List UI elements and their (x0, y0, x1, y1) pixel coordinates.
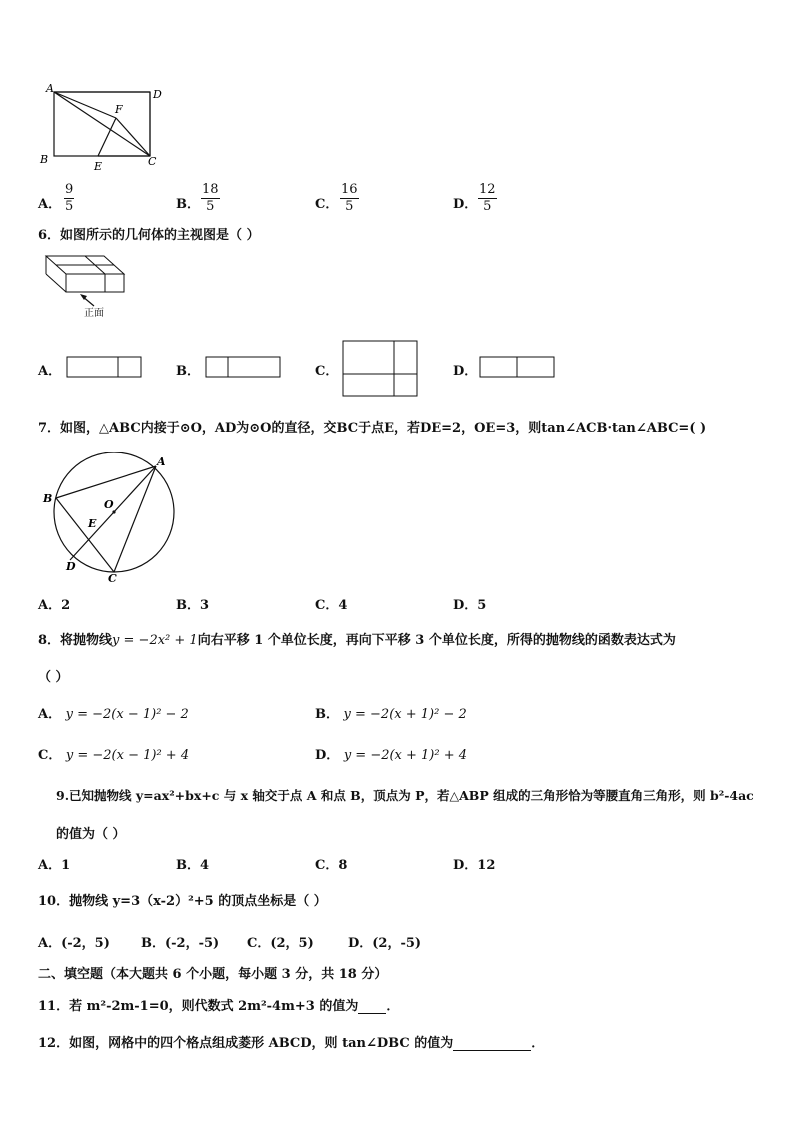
q5-segment-af (54, 92, 116, 118)
q7-label-o: O (104, 498, 114, 511)
q7-label-d: D (66, 560, 76, 573)
q7-option-a[interactable]: A．2 (38, 598, 71, 613)
q11-stem-text: 11．若 m²-2m-1=0，则代数式 2m²-4m+3 的值为 (38, 999, 359, 1014)
q6-option-a-label: A． (38, 364, 62, 379)
q11-stem-end: ． (386, 999, 400, 1014)
q10-option-d[interactable]: D．(2，-5) (348, 936, 422, 951)
q8-option-d-label: D． (315, 748, 340, 763)
q6-option-b-label: B． (176, 364, 200, 379)
q8-option-c-label: C． (38, 748, 62, 763)
q5-option-b-fraction (201, 183, 220, 214)
q8-option-d[interactable] (315, 744, 467, 763)
q5-option-c[interactable] (315, 193, 338, 212)
q7-option-d[interactable]: D．5 (453, 598, 487, 613)
q5-option-d-denominator: 5 (483, 199, 492, 214)
q8-option-c-formula: y = −2(x − 1)² + 4 (65, 748, 190, 763)
q6-option-b-view (205, 356, 283, 380)
q12-stem (38, 1032, 544, 1051)
q5-option-a-numerator: 9 (65, 182, 74, 197)
q9-stem-line2: 的值为（ ） (56, 827, 126, 842)
q5-option-b[interactable] (176, 193, 200, 212)
q5-label-f: F (115, 103, 123, 116)
q8-stem-suffix: 向右平移 1 个单位长度，再向下平移 3 个单位长度，所得的抛物线的函数表达式为 (197, 633, 676, 648)
q8-stem-formula: y = −2x² + 1 (112, 633, 198, 648)
q5-option-d-fraction (478, 183, 497, 214)
q6-option-d-view (479, 356, 557, 380)
q7-stem: 7．如图，△ABC内接于⊙O，AD为⊙O的直径，交BC于点E，若DE=2，OE=3，则tan∠ACB·tan∠ABC=( ) (38, 421, 707, 436)
section2-heading: 二、填空题（本大题共 6 个小题，每小题 3 分，共 18 分） (38, 967, 388, 982)
q5-label-b: B (40, 153, 49, 166)
q8-option-b-label: B． (315, 707, 339, 722)
q6-option-c-label: C． (315, 364, 339, 379)
q6-option-c-view (342, 340, 420, 398)
q9-option-a[interactable]: A．1 (38, 858, 71, 873)
q6-front-label: 正面 (84, 308, 104, 319)
q5-option-b-label: B． (176, 197, 200, 212)
q10-option-a[interactable]: A．(-2，5) (38, 936, 110, 951)
q12-answer-blank[interactable] (453, 1036, 531, 1051)
q8-stem-prefix: 8．将抛物线 (38, 633, 113, 648)
q8-option-a-formula: y = −2(x − 1)² − 2 (65, 707, 189, 722)
q9-option-c[interactable]: C．8 (315, 858, 348, 873)
q9-option-d[interactable]: D．12 (453, 858, 496, 873)
q5-option-a[interactable] (38, 193, 61, 212)
q5-option-c-denominator: 5 (345, 199, 354, 214)
q7-label-e: E (88, 517, 97, 530)
q6-option-c[interactable] (315, 360, 338, 379)
q5-option-a-fraction (64, 183, 74, 214)
q7-option-b[interactable]: B．3 (176, 598, 210, 613)
q5-option-d-numerator: 12 (479, 182, 496, 197)
q7-option-c[interactable]: C．4 (315, 598, 348, 613)
q10-stem: 10．抛物线 y=3（x-2）²+5 的顶点坐标是（ ） (38, 894, 327, 909)
q5-option-b-denominator: 5 (206, 199, 215, 214)
q8-option-a-label: A． (38, 707, 62, 722)
q6-option-d-label: D． (453, 364, 478, 379)
q6-option-b[interactable] (176, 360, 200, 379)
q8-stem (38, 629, 676, 648)
q8-option-b[interactable] (315, 703, 467, 722)
q10-option-c[interactable]: C．(2，5) (247, 936, 314, 951)
q8-option-b-formula: y = −2(x + 1)² − 2 (343, 707, 467, 722)
q5-option-c-label: C． (315, 197, 339, 212)
q9-option-b[interactable]: B．4 (176, 858, 210, 873)
q8-option-d-formula: y = −2(x + 1)² + 4 (343, 748, 468, 763)
q5-option-d[interactable] (453, 193, 477, 212)
q5-label-c: C (148, 155, 157, 168)
q5-option-a-label: A． (38, 197, 62, 212)
q7-label-c: C (108, 572, 117, 585)
q7-segment-ac (114, 466, 156, 572)
q8-option-c[interactable] (38, 744, 189, 763)
q5-label-a: A (46, 84, 54, 95)
q8-stem-paren: （ ） (38, 670, 69, 685)
q7-label-a: A (157, 455, 166, 468)
q5-label-d: D (153, 88, 162, 101)
q5-option-c-fraction (340, 183, 359, 214)
q7-label-b: B (43, 492, 53, 505)
q9-stem-line1: 9.已知抛物线 y=ax²+bx+c 与 x 轴交于点 A 和点 B，顶点为 P，若△ABP 组成的三角形恰为等腰直角三角形，则 b²-4ac (56, 788, 754, 803)
q6-option-a[interactable] (38, 360, 61, 379)
q5-label-e: E (94, 160, 103, 173)
q11-answer-blank[interactable] (358, 999, 386, 1014)
q6-stem: 6．如图所示的几何体的主视图是（ ） (38, 228, 260, 243)
q11-stem (38, 995, 399, 1014)
q8-option-a[interactable] (38, 703, 189, 722)
q5-option-d-label: D． (453, 197, 478, 212)
q5-option-c-numerator: 16 (341, 182, 358, 197)
q5-rectangle-figure (36, 84, 171, 174)
q5-option-a-denominator: 5 (65, 199, 74, 214)
q6-option-a-view (66, 356, 144, 380)
q7-circle-figure (38, 452, 178, 587)
q12-stem-text: 12．如图，网格中的四个格点组成菱形 ABCD，则 tan∠DBC 的值为 (38, 1036, 454, 1051)
q12-stem-end: ． (531, 1036, 545, 1051)
q10-option-b[interactable]: B．(-2，-5) (141, 936, 220, 951)
q6-option-d[interactable] (453, 360, 477, 379)
q5-option-b-numerator: 18 (202, 182, 219, 197)
